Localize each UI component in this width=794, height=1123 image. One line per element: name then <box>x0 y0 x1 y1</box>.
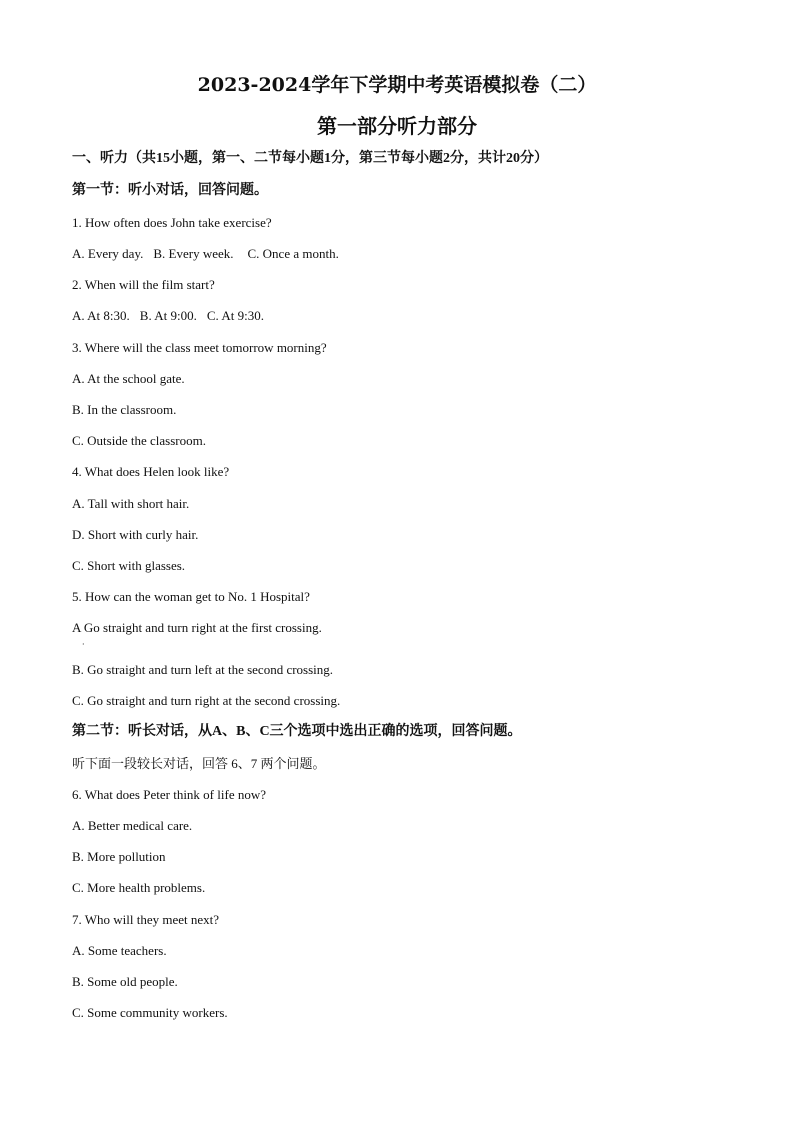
question-3: 3. Where will the class meet tomorrow morning? <box>72 340 327 355</box>
part2-heading: 第二节：听长对话，从A、B、C三个选项中选出正确的选项，回答问题。 <box>72 724 522 739</box>
option-a: A. Better medical care. <box>72 818 193 833</box>
stray-mark: · <box>82 640 85 649</box>
option-c: C. Outside the classroom. <box>72 433 206 448</box>
option-b: B. Go straight and turn left at the second crossing. <box>72 662 334 677</box>
question-2-options <box>72 307 264 325</box>
option-b: B. At 9:00. <box>139 308 197 323</box>
part1-heading: 第一节：听小对话，回答问题。 <box>72 183 268 198</box>
question-1: 1. How often does John take exercise? <box>72 215 272 230</box>
question-4: 4. What does Helen look like? <box>72 464 230 479</box>
option-b: B. Every week. <box>153 246 234 261</box>
question-1-options <box>72 245 339 263</box>
option-a: A. Tall with short hair. <box>72 496 190 511</box>
option-c: C. Short with glasses. <box>72 558 186 573</box>
page-title: 2023-2024学年下学期中考英语模拟卷（二） <box>197 74 597 96</box>
option-a: A. Some teachers. <box>72 943 167 958</box>
option-a: A. At the school gate. <box>72 371 185 386</box>
option-a: A Go straight and turn right at the first crossing. <box>72 620 322 635</box>
question-5: 5. How can the woman get to No. 1 Hospital? <box>72 589 310 604</box>
option-a: A. At 8:30. <box>72 308 130 323</box>
part2-instruction: 听下面一段较长对话，回答 6、7 两个问题。 <box>72 756 326 771</box>
option-b: B. More pollution <box>72 849 166 864</box>
option-c: C. Some community workers. <box>72 1005 228 1020</box>
question-2: 2. When will the film start? <box>72 277 215 292</box>
option-b: D. Short with curly hair. <box>72 527 199 542</box>
section-heading: 一、听力（共15小题，第一、二节每小题1分，第三节每小题2分，共计20分） <box>72 151 548 166</box>
option-c: C. More health problems. <box>72 880 206 895</box>
question-7: 7. Who will they meet next? <box>72 912 220 927</box>
option-c: C. Go straight and turn right at the second crossing. <box>72 693 341 708</box>
option-b: B. In the classroom. <box>72 402 177 417</box>
option-b: B. Some old people. <box>72 974 178 989</box>
page-subtitle: 第一部分听力部分 <box>317 114 477 138</box>
option-c: C. At 9:30. <box>206 308 264 323</box>
option-a: A. Every day. <box>72 246 144 261</box>
question-6: 6. What does Peter think of life now? <box>72 787 266 802</box>
option-c: C. Once a month. <box>247 246 339 261</box>
